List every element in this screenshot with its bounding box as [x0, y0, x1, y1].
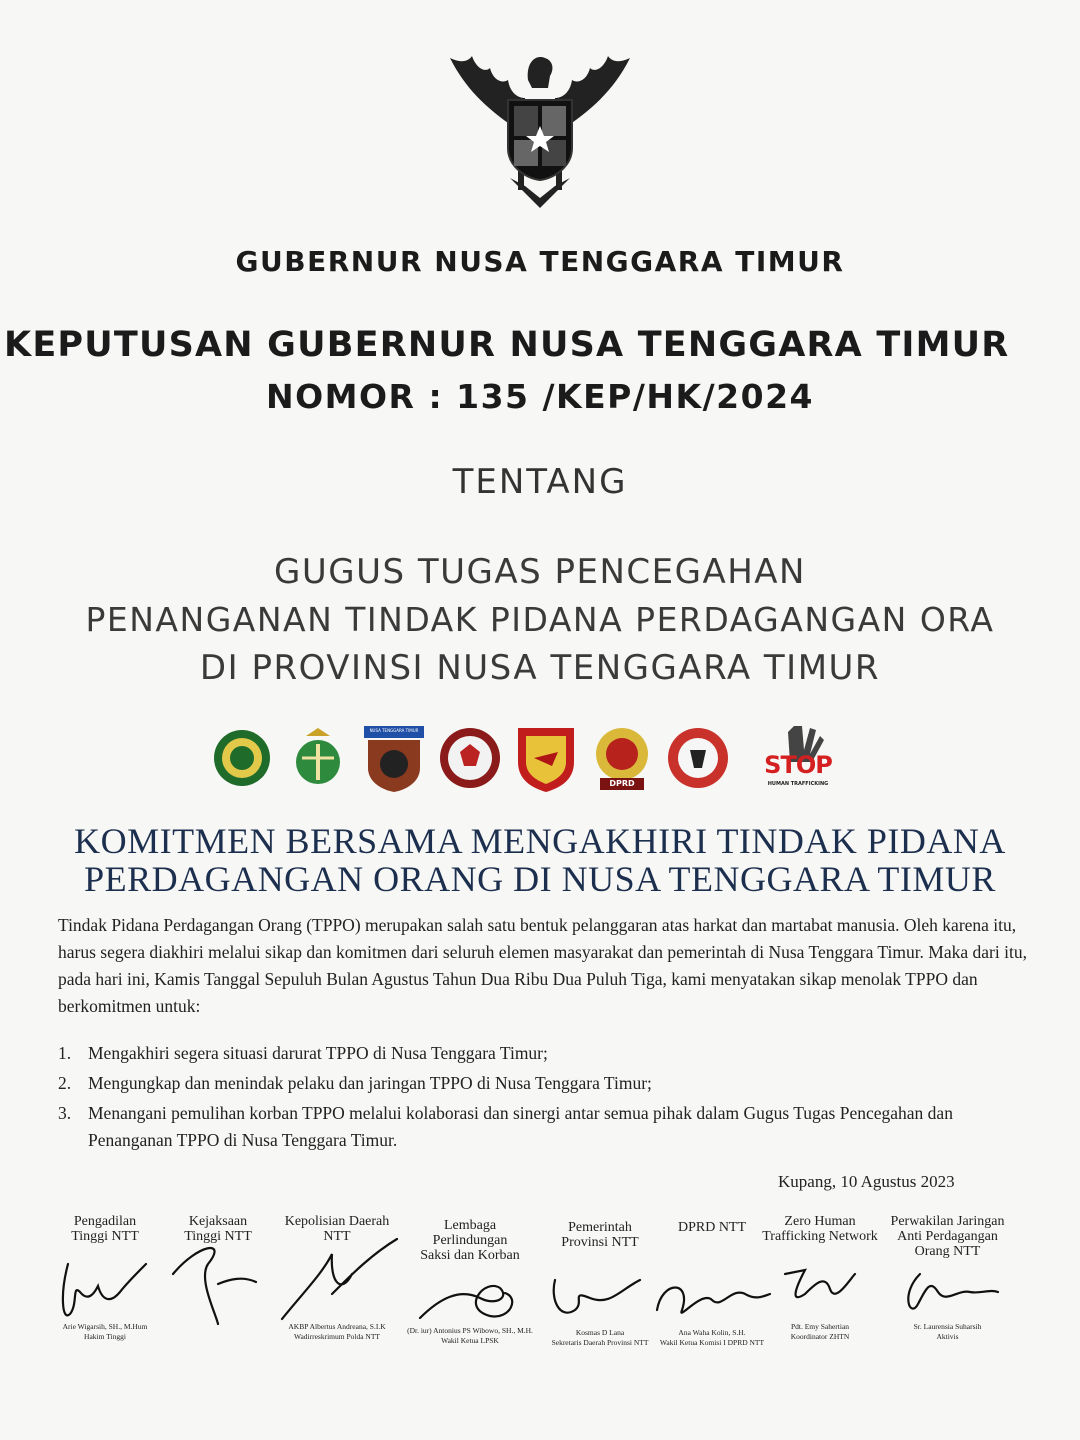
signatory-institution: DPRD NTT: [677, 1220, 747, 1235]
list-item: [58, 1040, 1033, 1067]
commitment-list: [58, 1040, 1033, 1157]
list-item-text: Mengungkap dan menindak pelaku dan jaringan TPPO di Nusa Tenggara Timur;: [88, 1073, 652, 1093]
pengadilan-logo-icon: [210, 722, 274, 794]
signatory-name: AKBP Albertus Andreana, S.I.K: [288, 1322, 386, 1331]
decree-number: NOMOR : 135 /KEP/HK/2024: [265, 377, 814, 416]
list-item: [58, 1100, 1033, 1154]
dprd-logo-label: DPRD: [609, 779, 635, 788]
place-date: Kupang, 10 Agustus 2023: [778, 1172, 955, 1191]
stop-trafficking-logo-icon: [750, 722, 846, 794]
signatory-jaringan: [880, 1214, 1015, 1344]
signatory-name: Ana Waha Kolin, S.H.: [678, 1328, 746, 1337]
commitment-intro: Tindak Pidana Perdagangan Orang (TPPO) merupakan salah satu bentuk pelanggaran atas harkat dan martabat manusia. Oleh karena itu, harus segera diakhiri melalui sikap dan komitmen dari seluruh elemen masyarakat dan pemerintah di Nusa Tenggara Timur. Maka dari itu, pada hari ini, Kamis Tanggal Sepuluh Bulan Agustus Tahun Dua Ribu Dua Puluh Tiga, kami menyatakan sikap menolak TPPO dan berkomitmen untuk:: [58, 915, 1027, 1016]
signatory-role: Sekretaris Daerah Provinsi NTT: [551, 1338, 649, 1347]
signatory-institution: Lembaga Perlindungan Saksi dan Korban: [420, 1218, 520, 1263]
signatory-name: Arie Wigarsih, SH., M.Hum: [62, 1322, 148, 1331]
topic-line-2: PENANGANAN TINDAK PIDANA PERDAGANGAN ORA: [85, 600, 995, 639]
signature-icon: [168, 1234, 268, 1329]
signature-icon: [272, 1234, 402, 1329]
list-item-number: 2.: [58, 1073, 72, 1093]
signatory-pengadilan: [50, 1214, 160, 1344]
signatory-dprd: [652, 1220, 772, 1350]
institution-logos: [210, 722, 870, 802]
topic-line-1: GUGUS TUGAS PENCEGAHAN: [273, 552, 806, 592]
signature-icon: [540, 1240, 660, 1335]
signatory-institution: Zero Human Trafficking Network: [762, 1214, 878, 1244]
signature-icon: [400, 1238, 540, 1333]
signatory-role: Wakil Ketua Komisi I DPRD NTT: [659, 1338, 765, 1347]
signatory-kepolisian: [272, 1214, 402, 1344]
signatory-name: Sr. Laurensia Suharsih: [913, 1322, 982, 1331]
polda-ntt-logo-icon: [362, 722, 426, 794]
signatory-pemprov: [540, 1220, 660, 1350]
list-item-text: Menangani pemulihan korban TPPO melalui kolaborasi dan sinergi antar semua pihak dalam Gugus Tugas Pencegahan dan Penanganan TPPO di Nusa Tenggara Timur.: [88, 1103, 953, 1150]
list-item-text: Mengakhiri segera situasi darurat TPPO di Nusa Tenggara Timur;: [88, 1043, 548, 1063]
signature-icon: [652, 1240, 772, 1335]
commitment-title-line-2: PERDAGANGAN ORANG DI NUSA TENGGARA TIMUR: [84, 859, 996, 899]
signatory-name: (Dr. iur) Antonius PS Wibowo, SH., M.H.: [407, 1326, 533, 1335]
dprd-logo-icon: [590, 722, 654, 794]
list-item: [58, 1070, 1033, 1097]
signatory-lpsk: [400, 1218, 540, 1348]
signatory-zhtn: [755, 1214, 885, 1344]
garuda-emblem-icon: [390, 18, 690, 218]
governor-heading: GUBERNUR NUSA TENGGARA TIMUR: [235, 245, 845, 278]
signatory-name: Pdt. Emy Sahertian: [790, 1322, 850, 1331]
signatory-role: Koordinator ZHTN: [790, 1332, 850, 1341]
about-label: TENTANG: [452, 462, 628, 502]
signatory-kejaksaan: [168, 1214, 268, 1344]
list-item-number: 3.: [58, 1103, 72, 1123]
signatory-role: Wakil Ketua LPSK: [441, 1336, 499, 1345]
signatory-role: Aktivis: [936, 1332, 959, 1341]
signatory-institution: Kepolisian Daerah NTT: [284, 1214, 390, 1244]
zhtn-logo-icon: [666, 722, 730, 794]
signatory-institution: Pengadilan Tinggi NTT: [71, 1214, 139, 1244]
signatory-institution: Kejaksaan Tinggi NTT: [184, 1214, 252, 1244]
pemprov-ntt-logo-icon: [514, 722, 578, 794]
signatory-institution: Pemerintah Provinsi NTT: [561, 1220, 639, 1250]
signatory-role: Hakim Tinggi: [84, 1332, 126, 1341]
commitment-title-line-1: KOMITMEN BERSAMA MENGAKHIRI TINDAK PIDANA: [74, 821, 1006, 861]
decree-title: KEPUTUSAN GUBERNUR NUSA TENGGARA TIMUR: [4, 325, 1010, 365]
signatory-institution: Perwakilan Jaringan Anti Perdagangan Orang NTT: [890, 1214, 1005, 1259]
kejaksaan-logo-icon: [286, 722, 350, 794]
signature-icon: [50, 1234, 160, 1329]
list-item-number: 1.: [58, 1043, 72, 1063]
stop-sublabel: HUMAN TRAFFICKING: [767, 781, 829, 787]
signature-icon: [880, 1234, 1015, 1329]
signatory-role: Wadirreskrimum Polda NTT: [293, 1332, 381, 1341]
lpsk-logo-icon: [438, 722, 502, 794]
topic-line-3: DI PROVINSI NUSA TENGGARA TIMUR: [199, 648, 881, 688]
signature-icon: [755, 1234, 885, 1329]
nusa-logo-label: NUSA TENGGARA TIMUR: [369, 728, 419, 733]
signatory-name: Kosmas D Lana: [575, 1328, 625, 1337]
stop-label: STOP: [764, 751, 832, 779]
